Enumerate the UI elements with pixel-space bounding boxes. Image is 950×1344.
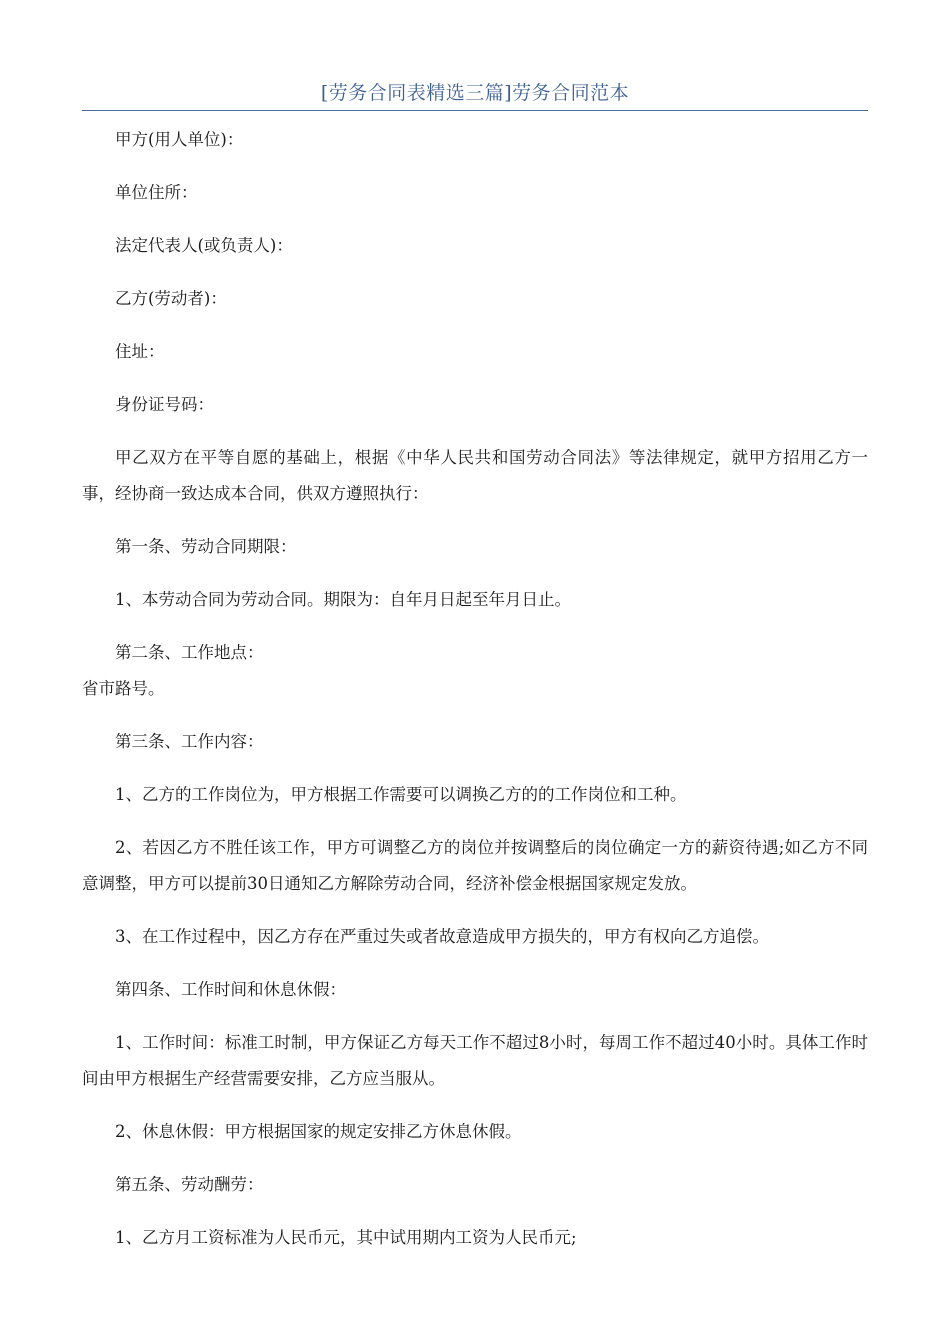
article-4-clause-1: 1、工作时间：标准工时制，甲方保证乙方每天工作不超过8小时，每周工作不超过40小时。具体工作时间由甲方根据生产经营需要安排，乙方应当服从。 bbox=[82, 1033, 868, 1088]
document-title: [劳务合同表精选三篇]劳务合同范本 bbox=[320, 82, 630, 104]
article-4-clause-2: 2、休息休假：甲方根据国家的规定安排乙方休息休假。 bbox=[115, 1122, 522, 1141]
id-number-label: 身份证号码： bbox=[115, 395, 214, 414]
party-a-address-label: 单位住所： bbox=[115, 183, 198, 202]
article-2-heading: 第二条、工作地点： bbox=[115, 643, 264, 662]
article-3-clause-3: 3、在工作过程中，因乙方存在严重过失或者故意造成甲方损失的，甲方有权向乙方追偿。 bbox=[115, 927, 769, 946]
party-b-label: 乙方(劳动者)： bbox=[115, 289, 227, 308]
party-a-label: 甲方(用人单位)： bbox=[115, 130, 244, 149]
preamble-paragraph: 甲乙双方在平等自愿的基础上，根据《中华人民共和国劳动合同法》等法律规定，就甲方招用乙方一事，经协商一致达成本合同，供双方遵照执行： bbox=[82, 448, 868, 503]
party-b-address-label: 住址： bbox=[115, 342, 165, 361]
document-header bbox=[82, 80, 868, 111]
article-5-heading: 第五条、劳动酬劳： bbox=[115, 1175, 264, 1194]
article-3-clause-2: 2、若因乙方不胜任该工作，甲方可调整乙方的岗位并按调整后的岗位确定一方的薪资待遇;如乙方不同意调整，甲方可以提前30日通知乙方解除劳动合同，经济补偿金根据国家规定发放。 bbox=[82, 838, 868, 893]
article-4-heading: 第四条、工作时间和休息休假： bbox=[115, 980, 346, 999]
article-3-heading: 第三条、工作内容： bbox=[115, 732, 264, 751]
legal-representative-label: 法定代表人(或负责人)： bbox=[115, 236, 293, 255]
article-1-heading: 第一条、劳动合同期限： bbox=[115, 537, 297, 556]
article-3-clause-1: 1、乙方的工作岗位为，甲方根据工作需要可以调换乙方的的工作岗位和工种。 bbox=[115, 785, 687, 804]
contract-body bbox=[82, 122, 868, 1273]
article-1-clause-1: 1、本劳动合同为劳动合同。期限为：自年月日起至年月日止。 bbox=[115, 590, 571, 609]
article-5-clause-1: 1、乙方月工资标准为人民币元，其中试用期内工资为人民币元; bbox=[115, 1228, 577, 1247]
article-2-location: 省市路号。 bbox=[82, 679, 165, 698]
